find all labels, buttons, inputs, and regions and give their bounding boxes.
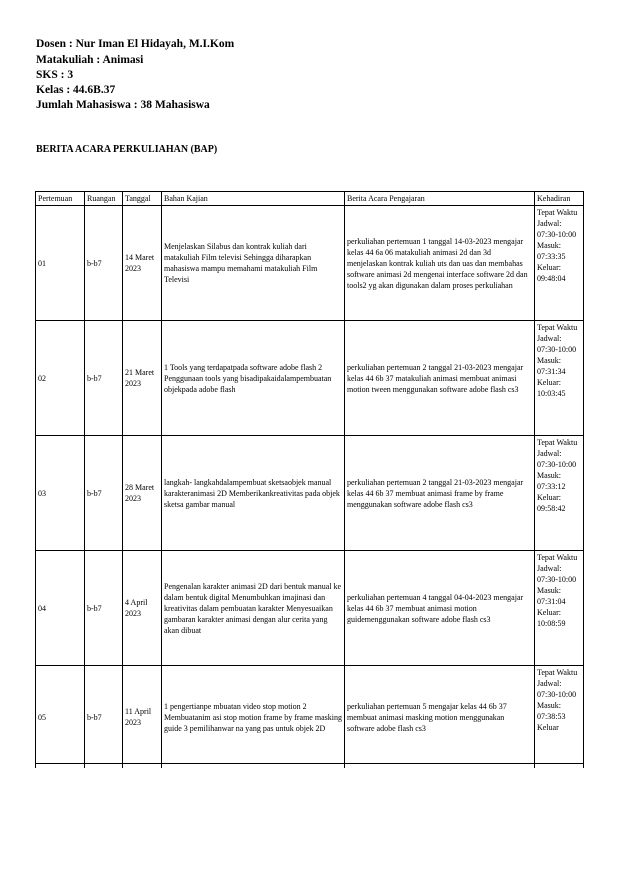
cell-ruangan: b-b7 xyxy=(85,666,123,769)
cell-berita-acara: perkuliahan pertemuan 5 mengajar kelas 44 6b 37 membuat animasi masking motion menggunakan software adobe flash cs3 xyxy=(345,666,535,769)
cell-ruangan: b-b7 xyxy=(85,551,123,666)
cell-kehadiran: Tepat Waktu Jadwal: 07:30-10:00 Masuk: 07:31:34 Keluar: 10:03:45 xyxy=(535,321,584,436)
column-header-kehadiran: Kehadiran xyxy=(535,192,584,206)
bap-table xyxy=(35,191,584,768)
cell-kehadiran: Tepat Waktu Jadwal: 07:30-10:00 Masuk: 07:33:12 Keluar: 09:58:42 xyxy=(535,436,584,551)
cell-bahan-kajian: 1 pengertianpe mbuatan video stop motion 2 Membuatanim asi stop motion frame by frame masking guide 3 pemilihanwar na yang pas untuk objek 2D xyxy=(162,666,345,769)
cell-pertemuan: 05 xyxy=(36,666,85,769)
cell-berita-acara: perkuliahan pertemuan 2 tanggal 21-03-2023 mengajar kelas 44 6b 37 matakuliah animasi membuat animasi motion tween menggunakan software adobe flash cs3 xyxy=(345,321,535,436)
cell-tanggal: 28 Maret 2023 xyxy=(123,436,162,551)
cell-ruangan: b-b7 xyxy=(85,321,123,436)
cell-pertemuan: 03 xyxy=(36,436,85,551)
sks-line: SKS : 3 xyxy=(36,69,74,81)
cell-pertemuan: 02 xyxy=(36,321,85,436)
table-bottom-rule xyxy=(35,763,584,764)
cell-bahan-kajian: 1 Tools yang terdapatpada software adobe flash 2 Penggunaan tools yang bisadipakaidalampembuatan objekpada adobe flash xyxy=(162,321,345,436)
cell-tanggal: 14 Maret 2023 xyxy=(123,206,162,321)
column-header-ruangan: Ruangan xyxy=(85,192,123,206)
cell-ruangan: b-b7 xyxy=(85,206,123,321)
cell-kehadiran: Tepat Waktu Jadwal: 07:30-10:00 Masuk: 07:38:53 Keluar xyxy=(535,666,584,769)
cell-bahan-kajian: langkah- langkahdalampembuat sketsaobjek manual karakteranimasi 2D Memberikankreativitas pada objek sketsa gambar manual xyxy=(162,436,345,551)
cell-bahan-kajian: Pengenalan karakter animasi 2D dari bentuk manual ke dalam bentuk digital Menumbuhkan imajinasi dan kreativitas dalam pembuatan karakter Menyesuaikan gambaran karakter animasi dengan alur cerita yang akan dibuat xyxy=(162,551,345,666)
cell-tanggal: 21 Maret 2023 xyxy=(123,321,162,436)
section-title: BERITA ACARA PERKULIAHAN (BAP) xyxy=(36,144,218,155)
cell-tanggal: 11 April 2023 xyxy=(123,666,162,769)
column-header-berita-acara: Berita Acara Pengajaran xyxy=(345,192,535,206)
cell-kehadiran: Tepat Waktu Jadwal: 07:30-10:00 Masuk: 07:33:35 Keluar: 09:48:04 xyxy=(535,206,584,321)
cell-berita-acara: perkuliahan pertemuan 1 tanggal 14-03-2023 mengajar kelas 44 6a 06 matakuliah animasi 2d dan 3d menjelaskan kontrak kuliah uts dan uas dan membahas software animasi 2d mengenai interface software 2d dan tools2 yg akan digunakan dalam proses perkuliahan xyxy=(345,206,535,321)
table-row xyxy=(36,551,584,666)
table-header-row xyxy=(36,192,584,206)
kelas-line: Kelas : 44.6B.37 xyxy=(36,84,116,96)
table-row xyxy=(36,666,584,769)
table-row xyxy=(36,436,584,551)
column-header-pertemuan: Pertemuan xyxy=(36,192,85,206)
table-row xyxy=(36,321,584,436)
cell-ruangan: b-b7 xyxy=(85,436,123,551)
column-header-tanggal: Tanggal xyxy=(123,192,162,206)
jumlah-mahasiswa-line: Jumlah Mahasiswa : 38 Mahasiswa xyxy=(36,99,210,111)
cell-pertemuan: 04 xyxy=(36,551,85,666)
matakuliah-line: Matakuliah : Animasi xyxy=(36,54,144,66)
cell-berita-acara: perkuliahan pertemuan 4 tanggal 04-04-2023 mengajar kelas 44 6b 37 membuat animasi motion guidemenggunakan software adobe flash cs3 xyxy=(345,551,535,666)
column-header-bahan-kajian: Bahan Kajian xyxy=(162,192,345,206)
cell-tanggal: 4 April 2023 xyxy=(123,551,162,666)
dosen-line: Dosen : Nur Iman El Hidayah, M.I.Kom xyxy=(36,38,235,50)
cell-pertemuan: 01 xyxy=(36,206,85,321)
table-row xyxy=(36,206,584,321)
cell-bahan-kajian: Menjelaskan Silabus dan kontrak kuliah dari matakuliah Film televisi Sehingga diharapkan mahasiswa mampu memahami matakuliah Film Televisi xyxy=(162,206,345,321)
cell-berita-acara: perkuliahan pertemuan 2 tanggal 21-03-2023 mengajar kelas 44 6b 37 membuat animasi frame by frame menggunakan software adobe flash cs3 xyxy=(345,436,535,551)
cell-kehadiran: Tepat Waktu Jadwal: 07:30-10:00 Masuk: 07:31:04 Keluar: 10:08:59 xyxy=(535,551,584,666)
